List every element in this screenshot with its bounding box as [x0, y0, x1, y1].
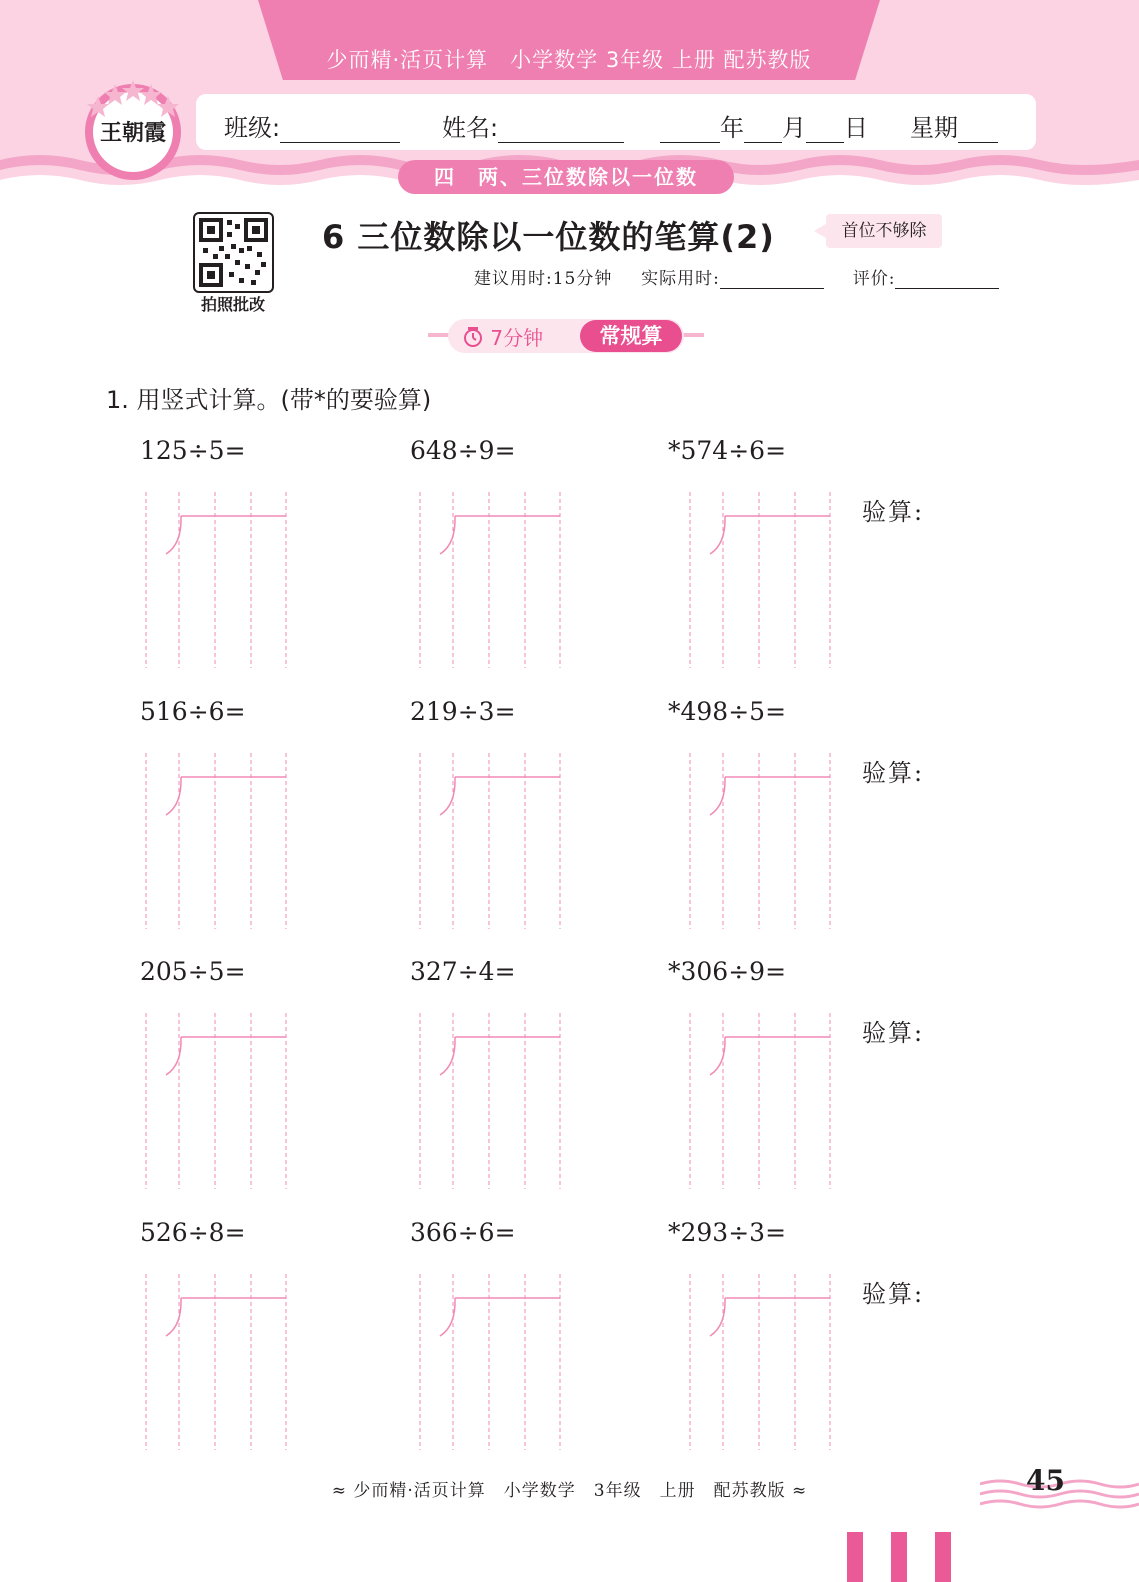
problem-expression: 526÷8=: [140, 1218, 246, 1247]
problem-expression: 327÷4=: [410, 957, 516, 986]
problem-expression: *306÷9=: [668, 957, 787, 986]
problem-expression: 516÷6=: [140, 697, 246, 726]
month-label: 月: [782, 114, 806, 142]
suggested-time: 建议用时:15分钟: [474, 269, 613, 289]
work-area[interactable]: [688, 1274, 838, 1454]
weekday-blank[interactable]: [958, 120, 998, 143]
footer-text: ≈ 少而精·活页计算 小学数学 3年级 上册 配苏教版 ≈: [331, 1481, 808, 1501]
problem-expression: *574÷6=: [668, 436, 787, 465]
lesson-title: 6 三位数除以一位数的笔算(2): [322, 218, 775, 256]
day-label: 日: [844, 114, 868, 142]
work-area[interactable]: [418, 1274, 568, 1454]
check-label: 验算:: [862, 1280, 925, 1308]
problem-expression: *293÷3=: [668, 1218, 787, 1247]
work-area[interactable]: [688, 753, 838, 933]
weekday-label: 星期: [910, 114, 958, 142]
problem-expression: 648÷9=: [410, 436, 516, 465]
check-label: 验算:: [862, 1019, 925, 1047]
section-time-text: 7分钟: [490, 326, 544, 350]
name-blank[interactable]: [498, 120, 624, 143]
edge-tab: [847, 1532, 863, 1582]
page-number: 45: [1026, 1464, 1065, 1497]
instruction: 1. 用竖式计算。(带*的要验算): [106, 386, 432, 414]
weekday-field[interactable]: [910, 108, 998, 143]
brand-logo: [78, 74, 188, 184]
month-blank[interactable]: [744, 120, 782, 143]
work-area[interactable]: [144, 753, 294, 933]
work-area[interactable]: [144, 492, 294, 672]
day-blank[interactable]: [806, 120, 844, 143]
work-area[interactable]: [144, 1013, 294, 1193]
edge-tab: [891, 1532, 907, 1582]
evaluation-label: 评价:: [852, 269, 896, 289]
name-label: 姓名:: [442, 114, 499, 142]
check-label: 验算:: [862, 498, 925, 526]
section-time: [462, 322, 543, 351]
class-label: 班级:: [224, 114, 281, 142]
work-area[interactable]: [688, 492, 838, 672]
work-area[interactable]: [144, 1274, 294, 1454]
series-title: 少而精·活页计算 小学数学 3年级 上册 配苏教版: [326, 48, 812, 72]
actual-time-blank[interactable]: [720, 266, 824, 289]
class-blank[interactable]: [280, 120, 400, 143]
time-info: [474, 264, 999, 289]
year-label: 年: [720, 114, 744, 142]
qr-code[interactable]: [193, 212, 274, 293]
work-area[interactable]: [688, 1013, 838, 1193]
problem-expression: 219÷3=: [410, 697, 516, 726]
qr-code-icon: [195, 214, 272, 291]
problem-expression: 125÷5=: [140, 436, 246, 465]
actual-time-label: 实际用时:: [641, 269, 720, 289]
work-area[interactable]: [418, 492, 568, 672]
date-field[interactable]: [660, 108, 868, 143]
work-area[interactable]: [418, 753, 568, 933]
evaluation-blank[interactable]: [895, 266, 999, 289]
work-area[interactable]: [418, 1013, 568, 1193]
name-field[interactable]: [442, 108, 624, 143]
section-type: 常规算: [580, 320, 682, 352]
lesson-tag: 首位不够除: [826, 214, 942, 248]
logo-text: 王朝霞: [99, 120, 167, 146]
year-blank[interactable]: [660, 120, 720, 143]
problem-expression: *498÷5=: [668, 697, 787, 726]
unit-title: 四 两、三位数除以一位数: [398, 160, 734, 194]
check-label: 验算:: [862, 759, 925, 787]
problem-expression: 205÷5=: [140, 957, 246, 986]
clock-icon: [462, 326, 484, 348]
qr-label: 拍照批改: [200, 295, 265, 314]
edge-tab: [935, 1532, 951, 1582]
class-field[interactable]: [224, 108, 400, 143]
problem-expression: 366÷6=: [410, 1218, 516, 1247]
